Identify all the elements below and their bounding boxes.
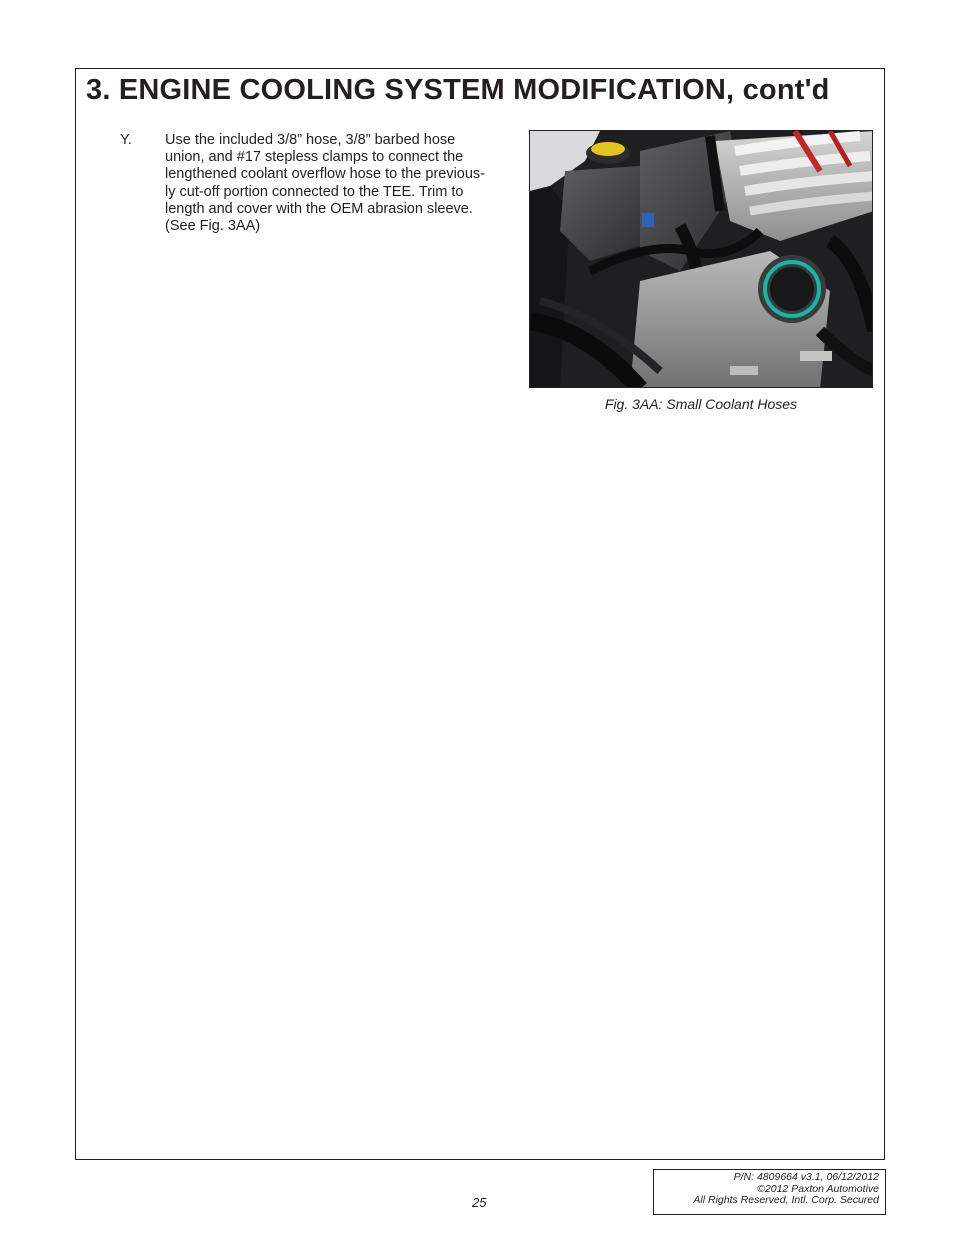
rights-line: All Rights Reserved, Intl. Corp. Secured xyxy=(693,1194,879,1206)
part-number: P/N: 4809664 v3.1, 06/12/2012 xyxy=(733,1171,879,1183)
engine-bay-illustration xyxy=(530,131,873,388)
step-line: union, and #17 stepless clamps to connect the xyxy=(165,149,464,166)
content-frame xyxy=(75,68,885,1160)
step-line: ly cut-off portion connected to the TEE. Trim to xyxy=(165,183,464,200)
step-instructions xyxy=(165,132,520,235)
page-number: 25 xyxy=(472,1195,487,1210)
figure-caption: Fig. 3AA: Small Coolant Hoses xyxy=(604,396,798,412)
copyright-box xyxy=(653,1169,886,1215)
copyright-line: ©2012 Paxton Automotive xyxy=(757,1182,879,1195)
step-letter: Y. xyxy=(120,132,132,148)
step-line: Use the included 3/8” hose, 3/8” barbed hose xyxy=(165,132,456,148)
step-line: lengthened coolant overflow hose to the previous- xyxy=(165,166,486,183)
section-title: 3. ENGINE COOLING SYSTEM MODIFICATION, cont'd xyxy=(86,74,830,106)
engine-bay-photo xyxy=(529,130,873,388)
step-line: length and cover with the OEM abrasion sleeve. xyxy=(165,200,473,217)
step-line: (See Fig. 3AA) xyxy=(165,218,261,235)
copyright-lines xyxy=(693,1172,879,1207)
